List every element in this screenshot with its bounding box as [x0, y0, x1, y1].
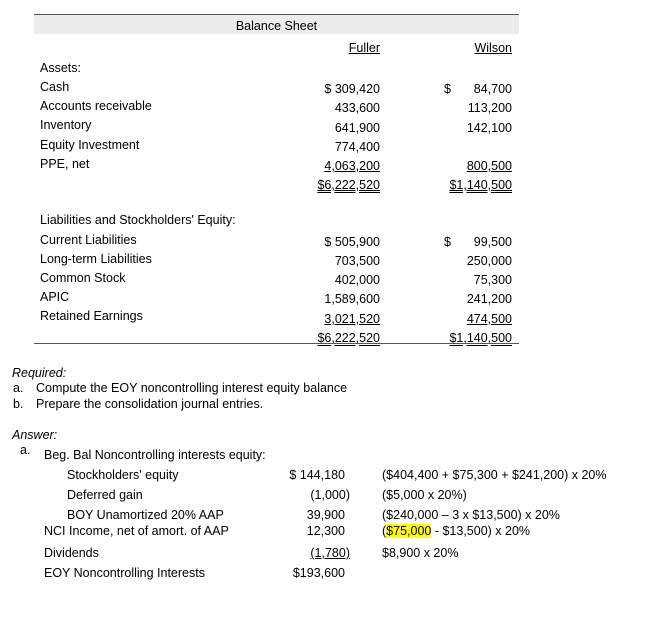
asset-wilson-value: 84,700: [473, 82, 512, 96]
liab-total-fuller: $6,222,520: [317, 331, 380, 345]
required-item-marker: b.: [13, 397, 24, 411]
liability-wilson-dollar: $: [444, 235, 451, 249]
liability-label: APIC: [40, 290, 70, 304]
beg-bal-label: Beg. Bal Noncontrolling interests equity:: [44, 448, 266, 462]
liability-label: Retained Earnings: [40, 309, 143, 323]
assets-heading: Assets:: [40, 61, 81, 75]
liability-wilson-value: 241,200: [466, 292, 512, 306]
nci-row-calc: ($5,000 x 20%): [382, 488, 467, 502]
nci-eoy-amount: $193,600: [292, 566, 345, 580]
liab-total-wilson: $1,140,500: [449, 331, 512, 345]
asset-fuller-value: 641,900: [334, 121, 380, 135]
balance-sheet-header: [34, 14, 519, 34]
nci-row-label: Stockholders' equity: [67, 468, 179, 482]
required-item-text: Compute the EOY noncontrolling interest equity balance: [36, 381, 348, 395]
asset-wilson-value: 142,100: [466, 121, 512, 135]
asset-fuller-value: 433,600: [334, 101, 380, 115]
nci-row-calc: ($240,000 – 3 x $13,500) x 20%: [382, 508, 560, 522]
assets-total-fuller: $6,222,520: [317, 178, 380, 192]
liability-wilson-value: 474,500: [466, 312, 512, 326]
col-header-wilson: Wilson: [474, 41, 512, 55]
asset-label: Inventory: [40, 118, 92, 132]
asset-wilson-value: 113,200: [467, 101, 512, 115]
liability-wilson-value: 250,000: [466, 254, 512, 268]
nci-row-label: Dividends: [44, 546, 99, 560]
liability-fuller-value: 1,589,600: [324, 292, 380, 306]
asset-fuller-value: $ 309,420: [324, 82, 380, 96]
nci-row-amount: (1,000): [310, 488, 350, 502]
balance-sheet-title: Balance Sheet: [235, 19, 318, 33]
asset-label: Equity Investment: [40, 138, 140, 152]
asset-label: Cash: [40, 80, 70, 94]
liability-fuller-value: 402,000: [334, 273, 380, 287]
answer-heading: Answer:: [12, 428, 58, 442]
required-heading: Required:: [12, 366, 67, 380]
asset-fuller-value: 774,400: [334, 140, 380, 154]
balance-sheet-bottom-rule: [34, 343, 519, 344]
nci-row-calc: [382, 524, 530, 539]
nci-row-amount: 12,300: [306, 524, 345, 538]
liability-wilson-value: 75,300: [473, 273, 512, 287]
liability-wilson-value: 99,500: [473, 235, 512, 249]
asset-label: PPE, net: [40, 157, 90, 171]
asset-label: Accounts receivable: [40, 99, 152, 113]
liabilities-heading: Liabilities and Stockholders' Equity:: [40, 213, 236, 227]
asset-wilson-value: 800,500: [466, 159, 512, 173]
nci-row-amount: $ 144,180: [289, 468, 345, 482]
required-item-marker: a.: [13, 381, 24, 395]
asset-wilson-dollar: $: [444, 82, 451, 96]
calc-suffix: - $13,500) x 20%: [431, 524, 531, 538]
nci-row-label: NCI Income, net of amort. of AAP: [44, 524, 229, 538]
liability-label: Long-term Liabilities: [40, 252, 152, 266]
answer-part-marker: a.: [20, 443, 31, 457]
nci-row-label: BOY Unamortized 20% AAP: [67, 508, 224, 522]
asset-fuller-value: 4,063,200: [324, 159, 380, 173]
nci-row-calc: ($404,400 + $75,300 + $241,200) x 20%: [382, 468, 607, 482]
liability-fuller-value: 703,500: [334, 254, 380, 268]
liability-fuller-value: 3,021,520: [324, 312, 380, 326]
nci-row-amount: (1,780): [310, 546, 350, 560]
nci-row-label: Deferred gain: [67, 488, 143, 502]
col-header-fuller: Fuller: [348, 41, 380, 55]
nci-row-amount: 39,900: [306, 508, 345, 522]
calc-prefix: (: [382, 524, 387, 538]
liability-fuller-value: $ 505,900: [324, 235, 380, 249]
liability-label: Common Stock: [40, 271, 126, 285]
assets-total-wilson: $1,140,500: [449, 178, 512, 192]
highlighted-amount: $75,000: [386, 524, 432, 538]
liability-label: Current Liabilities: [40, 233, 137, 247]
nci-row-calc: $8,900 x 20%: [382, 546, 459, 560]
required-item-text: Prepare the consolidation journal entries.: [36, 397, 264, 411]
nci-row-label: EOY Noncontrolling Interests: [44, 566, 205, 580]
